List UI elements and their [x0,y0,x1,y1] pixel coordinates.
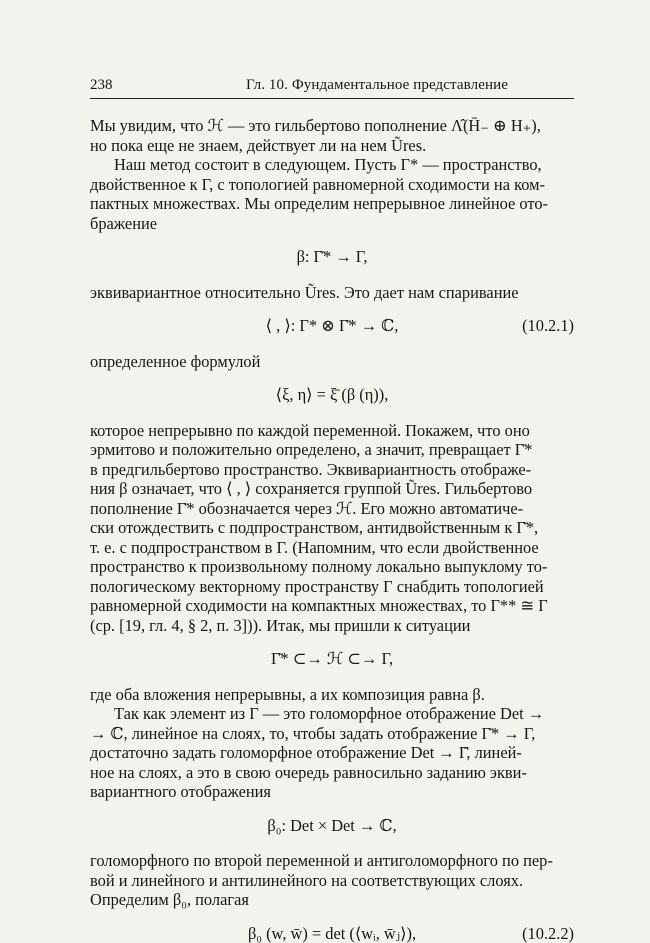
paragraph-8 [90,851,574,910]
line: вариантного отображения [90,782,271,801]
line: эрмитово и положительно определено, а значит, превращает Γ̄* [90,440,532,459]
paragraph-3 [90,283,574,303]
line: т. е. с подпространством в Γ. (Напомним, что если двойственное [90,538,539,557]
line: ное на слоях, а это в свою очередь равносильно заданию экви- [90,763,527,782]
line: двойственное к Γ, с топологией равномерной сходимости на ком- [90,175,545,194]
line: пополнение Γ̄* обозначается через ℋ. Его можно автоматиче- [90,499,523,518]
line: ния β означает, что ⟨ , ⟩ сохраняется группой Ũres. Гильбертово [90,479,532,498]
line: достаточно задать голоморфное отображение Det → Γ̄, линей- [90,743,522,762]
line: Наш метод состоит в следующем. Пусть Γ* — пространство, [114,155,542,174]
line: Определим β₀, полагая [90,890,249,909]
page-number: 238 [90,76,113,94]
formula-text: ⟨ξ, η⟩ = ξ̄ (β (η)), [276,385,389,404]
equation-number: (10.2.2) [522,924,574,943]
paragraph-2 [90,155,574,233]
line: где оба вложения непрерывны, а их композиция равна β. [90,685,485,704]
formula-beta0 [90,816,574,836]
line: бражение [90,214,157,233]
formula-pairing-def [90,385,574,405]
header-rule [90,98,574,99]
running-title: Гл. 10. Фундаментальное представление [246,76,508,94]
line: Так как элемент из Γ — это голоморфное отображение Det → [114,704,544,723]
line: → ℂ, линейное на слоях, то, чтобы задать отображение Γ̄* → Γ, [90,724,535,743]
line: (ср. [19, гл. 4, § 2, п. 3])). Итак, мы пришли к ситуации [90,616,470,635]
line: голоморфного по второй переменной и антиголоморфного по пер- [90,851,553,870]
line: ски отождествить с подпространством, антидвойственным к Γ̄*, [90,518,538,537]
line: вой и линейного и антилинейного на соответствующих слоях. [90,871,523,890]
line: пактных множествах. Мы определим непрерывное линейное ото- [90,194,548,213]
line: пологическому векторному пространству Γ снабдить топологией [90,577,544,596]
line: Мы увидим, что ℋ — это гильбертово пополнение Λ̂(H̄₋ ⊕ H₊), [90,116,541,135]
formula-text: β₀ (w, w̄) = det (⟨wᵢ, w̄ⱼ⟩), [248,924,416,943]
line: равномерной сходимости на компактных множествах, то Γ** ≅ Γ [90,596,548,615]
formula-text: β₀: Det × Det → ℂ, [267,816,396,835]
line: пространство к произвольному полному локально выпуклому то- [90,557,547,576]
paragraph-1 [90,116,574,155]
paragraph-6 [90,685,574,705]
equation-number: (10.2.1) [522,316,574,336]
line: эквивариантное относительно Ũres. Это дает нам спаривание [90,283,519,302]
paragraph-4 [90,352,574,372]
line: которое непрерывно по каждой переменной. Покажем, что оно [90,421,530,440]
formula-embeddings [90,649,574,669]
formula-beta [90,247,574,267]
line: но пока еще не знаем, действует ли на нем Ũres. [90,136,426,155]
line: в предгильбертово пространство. Эквивариантность отображе- [90,460,531,479]
formula-text: ⟨ , ⟩: Γ* ⊗ Γ̄* → ℂ, [266,316,399,335]
paragraph-5 [90,421,574,636]
page-body [90,116,574,943]
line: определенное формулой [90,352,260,371]
formula-text: β: Γ̄* → Γ, [297,247,368,266]
formula-beta0-def [90,924,574,943]
paragraph-7 [90,704,574,802]
formula-text: Γ̄* ⊂→ ℋ ⊂→ Γ, [271,649,393,668]
formula-pairing [90,316,574,336]
